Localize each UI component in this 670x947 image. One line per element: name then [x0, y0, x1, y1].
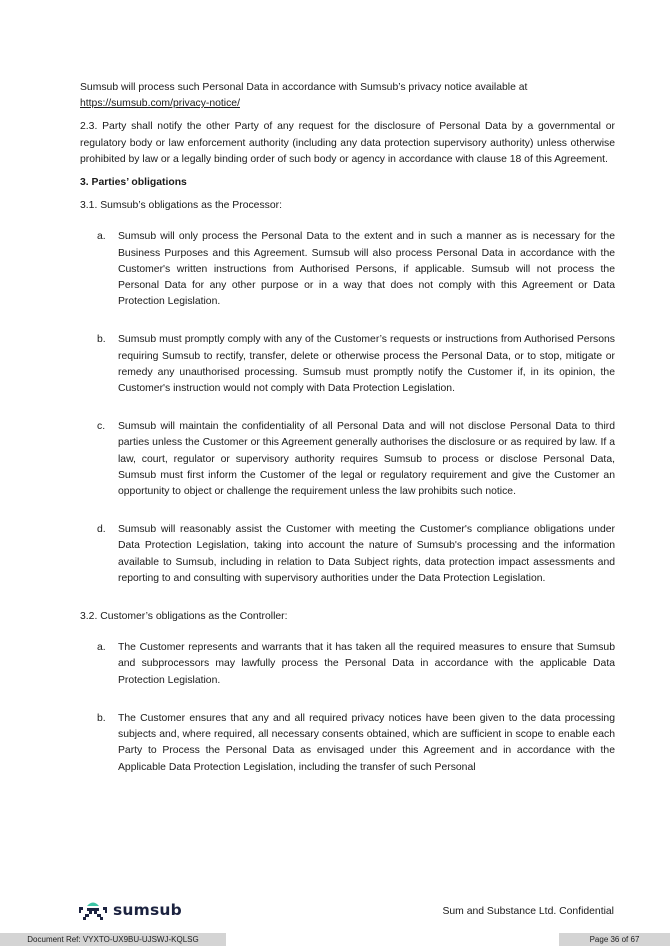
- list-item-label: b.: [97, 334, 106, 346]
- document-ref: Document Ref: VYXTO-UX9BU-UJSWJ-KQLSG: [0, 933, 226, 946]
- clause-3-2-title: 3.2. Customer’s obligations as the Controller:: [80, 611, 288, 623]
- list-item: [80, 332, 615, 397]
- document-body: [80, 80, 615, 776]
- list-item-label: b.: [97, 712, 106, 724]
- sumsub-logo-icon: [78, 899, 108, 921]
- list-item-label: a.: [97, 642, 106, 654]
- list-item: [80, 711, 615, 776]
- page-number: Page 36 of 67: [559, 933, 670, 946]
- section-3-heading: 3. Parties’ obligations: [80, 177, 187, 189]
- sumsub-logo: [78, 899, 182, 921]
- list-item-text: Sumsub will reasonably assist the Customer with meeting the Customer's compliance obligations under Data Protection Legislation, taking into account the nature of Sumsub's processing and the information available to Sumsub, including in relation to Data Subject rights, data protection impact assessments and reporting to and consulting with supervisory authorities under the Data Protection Legislation.: [118, 524, 615, 584]
- list-item-label: c.: [97, 421, 106, 433]
- intro-paragraph: [80, 80, 615, 112]
- confidential-notice: Sum and Substance Ltd. Confidential: [442, 906, 614, 917]
- clause-2-3: 2.3. Party shall notify the other Party of any request for the disclosure of Personal Data by a governmental or regulatory body or law enforcement authority (including any data protection supervisory authority) unless otherwise prohibited by law or a legally binding order of such body or agency in accordance with clause 18 of this Agreement.: [80, 121, 615, 165]
- list-item-label: d.: [97, 524, 106, 536]
- privacy-notice-link[interactable]: https://sumsub.com/privacy-notice/: [80, 98, 240, 110]
- list-item-text: The Customer ensures that any and all required privacy notices have been given to the data processing subjects and, where required, all necessary consents obtained, which are sufficient in scope to enable each Party to Process the Personal Data as envisaged under this Agreement and in accordance with the Applicable Data Protection Legislation, including the transfer of such Personal: [118, 712, 615, 773]
- intro-text: Sumsub will process such Personal Data in accordance with Sumsub’s privacy notice available at: [80, 82, 528, 93]
- logo-wordmark: sumsub: [113, 901, 182, 919]
- list-item-label: a.: [97, 231, 106, 243]
- list-item: [80, 522, 615, 587]
- list-item-text: Sumsub will maintain the confidentiality of all Personal Data and will not disclose Personal Data to third parties unless the Customer or this Agreement generally authorises the disclosure or as required by law. If a law, court, regulator or supervisory authority requires Sumsub to process or disclose Personal Data, Sumsub must first inform the Customer of the legal or regulatory requirement and give the Customer an opportunity to object or challenge the requirement unless the law prohibits such notice.: [118, 421, 615, 498]
- list-item: [80, 419, 615, 500]
- clause-3-1-title: 3.1. Sumsub’s obligations as the Processor:: [80, 200, 282, 212]
- list-item-text: The Customer represents and warrants that it has taken all the required measures to ensure that Sumsub and subprocessors may lawfully process the Personal Data in accordance with the applicable Data Protection Legislation.: [118, 642, 615, 686]
- list-item-text: Sumsub must promptly comply with any of the Customer’s requests or instructions from Authorised Persons requiring Sumsub to rectify, transfer, delete or otherwise process the Personal Data, or to stop, mitigate or remedy any unauthorised processing. Sumsub must promptly notify the Customer if, in its opinion, the Customer's instruction would not comply with Data Protection Legislation.: [118, 334, 615, 395]
- list-item: [80, 640, 615, 689]
- list-item-text: Sumsub will only process the Personal Data to the extent and in such a manner as is necessary for the Business Purposes and this Agreement. Sumsub will also process Personal Data in accordance with the Customer's written instructions from Authorised Persons, if applicable. Sumsub will not process the Personal Data for any other purpose or in a way that does not comply with this Agreement or Data Protection Legislation.: [118, 231, 615, 308]
- list-item: [80, 229, 615, 310]
